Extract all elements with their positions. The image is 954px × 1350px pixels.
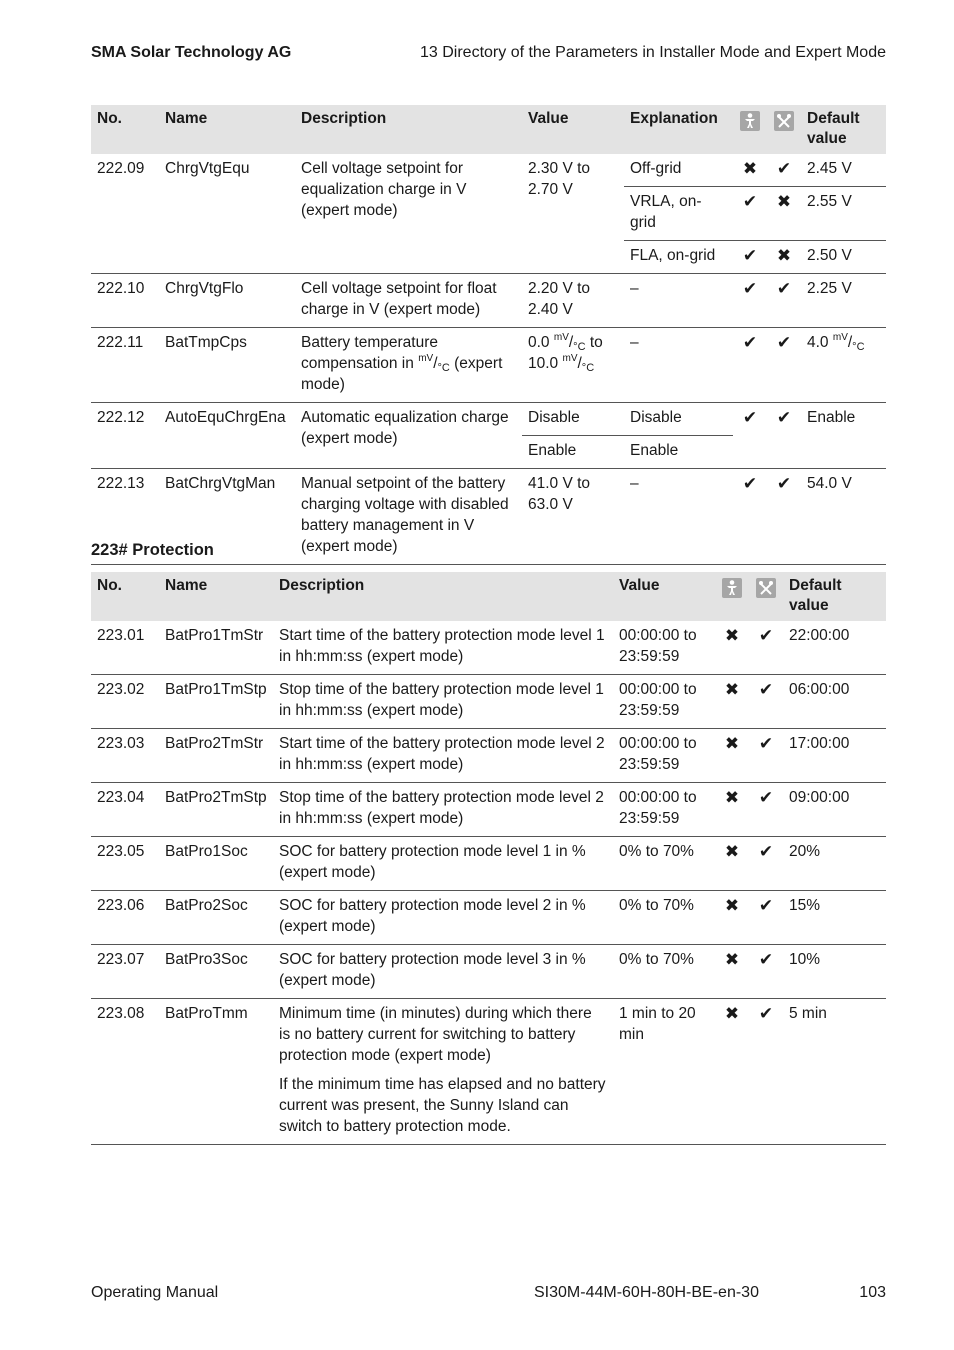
param-name: BatPro2Soc — [159, 891, 273, 945]
param-value: Enable — [522, 436, 624, 469]
param-default: 2.45 V — [801, 154, 886, 187]
col-header-expert — [749, 572, 783, 621]
check-icon: ✔ — [767, 469, 801, 565]
param-no: 223.06 — [91, 891, 159, 945]
param-name: BatPro2TmStr — [159, 729, 273, 783]
param-default: Enable — [801, 403, 886, 469]
cross-icon: ✖ — [715, 891, 749, 945]
param-no: 222.10 — [91, 274, 159, 328]
check-icon: ✔ — [733, 187, 767, 241]
param-default: 10% — [783, 945, 886, 999]
param-no: 222.11 — [91, 328, 159, 403]
param-description: Stop time of the battery protection mode level 2 in hh:mm:ss (expert mode) — [273, 783, 613, 837]
param-value: 0.0 $^{mV}/_{^\circ C}$ to 10.0 $^{mV}/_{^\circ C}$ — [522, 328, 624, 403]
col-header-description: Description — [295, 105, 522, 154]
check-icon: ✔ — [749, 783, 783, 837]
check-icon: ✔ — [749, 729, 783, 783]
footer-page-number: 103 — [859, 1284, 886, 1301]
cross-icon: ✖ — [715, 945, 749, 999]
table-header-row — [91, 105, 886, 154]
param-default: 22:00:00 — [783, 621, 886, 675]
check-icon: ✔ — [749, 621, 783, 675]
check-icon: ✔ — [733, 241, 767, 274]
param-default: 4.0 $^{mV}/_{^\circ C}$ — [801, 328, 886, 403]
param-name: BatPro1TmStp — [159, 675, 273, 729]
table-row — [91, 729, 886, 783]
param-no: 223.01 — [91, 621, 159, 675]
param-value: 00:00:00 to 23:59:59 — [613, 783, 715, 837]
param-explanation: VRLA, on-grid — [624, 187, 733, 241]
param-default: 17:00:00 — [783, 729, 886, 783]
section-title: 223# Protection — [91, 541, 214, 559]
check-icon: ✔ — [749, 891, 783, 945]
param-explanation: FLA, on-grid — [624, 241, 733, 274]
param-value: 00:00:00 to 23:59:59 — [613, 729, 715, 783]
param-name: ChrgVtgEqu — [159, 154, 295, 274]
installer-mode-icon — [722, 578, 742, 598]
param-explanation: – — [624, 469, 733, 565]
param-no: 222.12 — [91, 403, 159, 469]
param-default: 15% — [783, 891, 886, 945]
check-icon: ✔ — [767, 154, 801, 187]
expert-mode-icon — [756, 578, 776, 598]
param-value: 00:00:00 to 23:59:59 — [613, 675, 715, 729]
param-value: 2.30 V to 2.70 V — [522, 154, 624, 274]
param-value: 1 min to 20 min — [613, 999, 715, 1145]
param-default: 2.25 V — [801, 274, 886, 328]
param-default: 2.55 V — [801, 187, 886, 241]
check-icon: ✔ — [767, 328, 801, 403]
table-row — [91, 328, 886, 403]
table-row — [91, 154, 886, 187]
param-explanation: Disable — [624, 403, 733, 436]
col-header-name: Name — [159, 105, 295, 154]
table-row — [91, 675, 886, 729]
col-header-installer — [715, 572, 749, 621]
param-name: BatChrgVtgMan — [159, 469, 295, 565]
param-explanation: – — [624, 274, 733, 328]
check-icon: ✔ — [733, 403, 767, 469]
param-explanation: Off-grid — [624, 154, 733, 187]
cross-icon: ✖ — [715, 837, 749, 891]
param-value: 0% to 70% — [613, 945, 715, 999]
cross-icon: ✖ — [733, 154, 767, 187]
check-icon: ✔ — [749, 999, 783, 1145]
table-row — [91, 783, 886, 837]
param-no: 223.05 — [91, 837, 159, 891]
check-icon: ✔ — [733, 469, 767, 565]
param-description — [273, 999, 613, 1145]
param-value: Disable — [522, 403, 624, 436]
param-description: SOC for battery protection mode level 3 in % (expert mode) — [273, 945, 613, 999]
header-company: SMA Solar Technology AG — [91, 44, 292, 61]
param-no: 223.08 — [91, 999, 159, 1145]
param-default: 09:00:00 — [783, 783, 886, 837]
param-description: SOC for battery protection mode level 1 in % (expert mode) — [273, 837, 613, 891]
param-description: Automatic equalization charge (expert mode) — [295, 403, 522, 469]
description-note: If the minimum time has elapsed and no battery current was present, the Sunny Island can switch to battery protection mode. — [279, 1076, 606, 1135]
col-header-value: Value — [522, 105, 624, 154]
parameter-table-222 — [91, 105, 886, 565]
param-description: Start time of the battery protection mode level 2 in hh:mm:ss (expert mode) — [273, 729, 613, 783]
param-no: 222.09 — [91, 154, 159, 274]
col-header-default: Default value — [801, 105, 886, 154]
col-header-default: Default value — [783, 572, 886, 621]
param-explanation: Enable — [624, 436, 733, 469]
param-description: Cell voltage setpoint for equalization charge in V (expert mode) — [295, 154, 522, 274]
check-icon: ✔ — [749, 675, 783, 729]
param-value: 0% to 70% — [613, 837, 715, 891]
check-icon: ✔ — [749, 945, 783, 999]
param-name: ChrgVtgFlo — [159, 274, 295, 328]
param-description: Stop time of the battery protection mode level 1 in hh:mm:ss (expert mode) — [273, 675, 613, 729]
parameter-table-223 — [91, 572, 886, 1145]
param-no: 223.02 — [91, 675, 159, 729]
param-no: 222.13 — [91, 469, 159, 565]
table-row — [91, 621, 886, 675]
param-no: 223.03 — [91, 729, 159, 783]
param-value: 00:00:00 to 23:59:59 — [613, 621, 715, 675]
table-row — [91, 999, 886, 1145]
check-icon: ✔ — [749, 837, 783, 891]
expert-mode-icon — [774, 111, 794, 131]
check-icon: ✔ — [733, 274, 767, 328]
table-row — [91, 274, 886, 328]
param-default: 2.50 V — [801, 241, 886, 274]
col-header-installer — [733, 105, 767, 154]
table-row — [91, 891, 886, 945]
check-icon: ✔ — [767, 403, 801, 469]
param-default: 06:00:00 — [783, 675, 886, 729]
cross-icon: ✖ — [715, 999, 749, 1145]
cross-icon: ✖ — [715, 783, 749, 837]
param-name: BatPro1Soc — [159, 837, 273, 891]
cross-icon: ✖ — [715, 729, 749, 783]
param-value: 2.20 V to 2.40 V — [522, 274, 624, 328]
col-header-no: No. — [91, 105, 159, 154]
cross-icon: ✖ — [715, 675, 749, 729]
col-header-no: No. — [91, 572, 159, 621]
param-value: 41.0 V to 63.0 V — [522, 469, 624, 565]
cross-icon: ✖ — [767, 187, 801, 241]
col-header-description: Description — [273, 572, 613, 621]
cross-icon: ✖ — [715, 621, 749, 675]
param-no: 223.04 — [91, 783, 159, 837]
param-name: BatTmpCps — [159, 328, 295, 403]
check-icon: ✔ — [733, 328, 767, 403]
table-row — [91, 837, 886, 891]
param-default: 54.0 V — [801, 469, 886, 565]
col-header-value: Value — [613, 572, 715, 621]
param-default: 20% — [783, 837, 886, 891]
param-no: 223.07 — [91, 945, 159, 999]
param-name: BatPro3Soc — [159, 945, 273, 999]
param-default: 5 min — [783, 999, 886, 1145]
param-name: BatPro2TmStp — [159, 783, 273, 837]
footer-manual-label: Operating Manual — [91, 1284, 219, 1301]
param-name: BatPro1TmStr — [159, 621, 273, 675]
param-description: Start time of the battery protection mode level 1 in hh:mm:ss (expert mode) — [273, 621, 613, 675]
footer-doc-id: SI30M-44M-60H-80H-BE-en-30 — [534, 1284, 759, 1301]
header-chapter: 13 Directory of the Parameters in Installer Mode and Expert Mode — [420, 44, 886, 61]
col-header-explanation: Explanation — [624, 105, 733, 154]
table-row — [91, 403, 886, 436]
param-explanation: – — [624, 328, 733, 403]
param-description: Manual setpoint of the battery charging voltage with disabled battery management in V (expert mode) — [295, 469, 522, 565]
table-header-row — [91, 572, 886, 621]
param-value: 0% to 70% — [613, 891, 715, 945]
installer-mode-icon — [740, 111, 760, 131]
col-header-expert — [767, 105, 801, 154]
param-name: AutoEquChrgEna — [159, 403, 295, 469]
table-row — [91, 945, 886, 999]
param-description: Battery temperature compensation in $^{mV}/_{^\circ C}$ (expert mode) — [295, 328, 522, 403]
param-description: SOC for battery protection mode level 2 in % (expert mode) — [273, 891, 613, 945]
cross-icon: ✖ — [767, 241, 801, 274]
description-paragraph: Minimum time (in minutes) during which there is no battery current for switching to battery protection mode (expert mode) — [279, 1005, 592, 1064]
param-description: Cell voltage setpoint for float charge in V (expert mode) — [295, 274, 522, 328]
col-header-name: Name — [159, 572, 273, 621]
check-icon: ✔ — [767, 274, 801, 328]
param-name: BatProTmm — [159, 999, 273, 1145]
